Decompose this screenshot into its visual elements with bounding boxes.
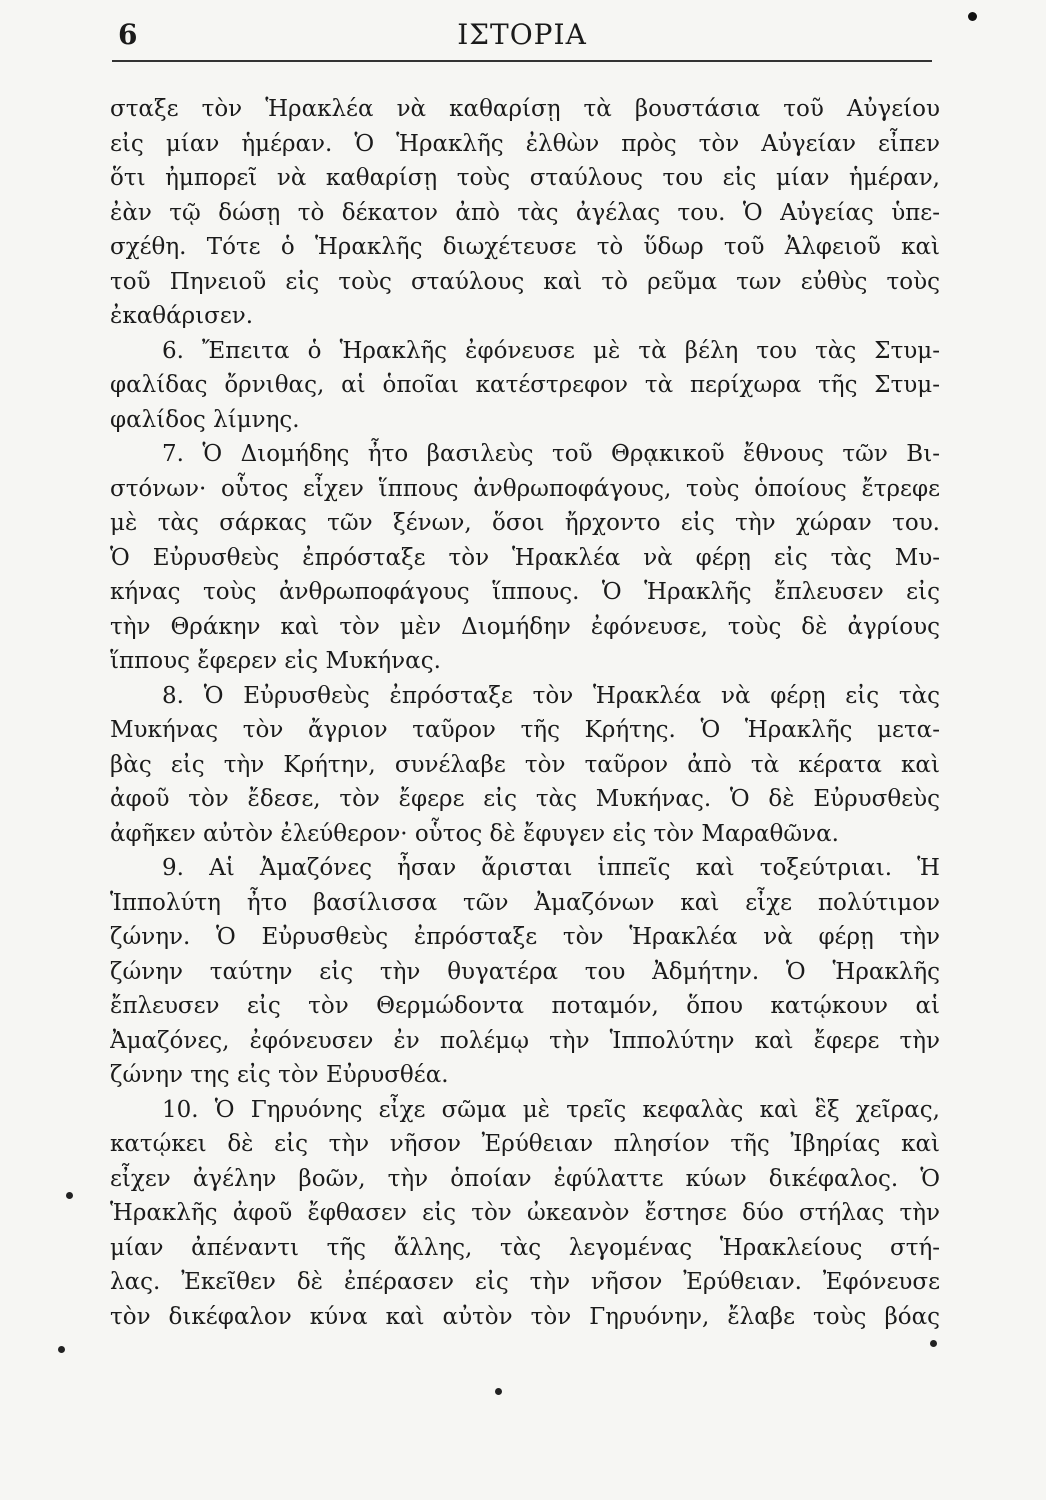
text-line: μίαν ἀπέναντι τῆς ἄλλης, τὰς λεγομένας Ἡρακλείους στή- xyxy=(110,1234,940,1261)
text-line: ἀφοῦ τὸν ἔδεσε, τὸν ἔφερε εἰς τὰς Μυκήνας. Ὁ δὲ Εὐρυσθεὺς xyxy=(110,786,940,812)
running-title: ΙΣΤΟΡΙΑ xyxy=(457,18,587,51)
paragraph-9 xyxy=(110,851,940,1093)
text-line: 9. Αἱ Ἀμαζόνες ἦσαν ἄρισται ἱππεῖς καὶ τοξεύτριαι. Ἡ xyxy=(162,855,940,881)
paragraph-10 xyxy=(110,1093,940,1335)
body-text xyxy=(110,92,940,1334)
text-line: Ὁ Εὐρυσθεὺς ἐπρόσταξε τὸν Ἡρακλέα νὰ φέρῃ εἰς τὰς Μυ- xyxy=(110,544,940,571)
paragraph-6 xyxy=(110,334,940,438)
text-line: σταξε τὸν Ἡρακλέα νὰ καθαρίσῃ τὰ βουστάσια τοῦ Αὐγείου xyxy=(110,96,940,122)
paragraph-7 xyxy=(110,437,940,679)
text-line: 10. Ὁ Γηρυόνης εἶχε σῶμα μὲ τρεῖς κεφαλὰς καὶ ἓξ χεῖρας, xyxy=(162,1096,940,1123)
scan-speck xyxy=(968,12,977,21)
text-line: τὴν Θράκην καὶ τὸν μὲν Διομήδην ἐφόνευσε, τοὺς δὲ ἀγρίους xyxy=(110,613,940,640)
text-line: 7. Ὁ Διομήδης ἦτο βασιλεὺς τοῦ Θρᾳκικοῦ ἔθνους τῶν Βι- xyxy=(162,441,940,467)
text-line: φαλίδας ὄρνιθας, αἱ ὁποῖαι κατέστρεφον τὰ περίχωρα τῆς Στυμ- xyxy=(110,372,940,398)
text-line: ζώνην της εἰς τὸν Εὐρυσθέα. xyxy=(110,1062,449,1088)
text-line: ὅτι ἠμπορεῖ νὰ καθαρίσῃ τοὺς σταύλους του εἰς μίαν ἡμέραν, xyxy=(110,165,940,191)
text-line: σχέθη. Τότε ὁ Ἡρακλῆς διωχέτευσε τὸ ὕδωρ τοῦ Ἀλφειοῦ καὶ xyxy=(110,234,940,260)
text-line: 8. Ὁ Εὐρυσθεὺς ἐπρόσταξε τὸν Ἡρακλέα νὰ φέρῃ εἰς τὰς xyxy=(162,682,940,709)
text-line: Μυκήνας τὸν ἄγριον ταῦρον τῆς Κρήτης. Ὁ Ἡρακλῆς μετα- xyxy=(110,717,940,743)
text-line: ἵππους ἔφερεν εἰς Μυκήνας. xyxy=(110,648,441,674)
text-line: τοῦ Πηνειοῦ εἰς τοὺς σταύλους καὶ τὸ ρεῦμα των εὐθὺς τοὺς xyxy=(110,268,940,295)
text-line: τὸν δικέφαλον κύνα καὶ αὐτὸν τὸν Γηρυόνην, ἔλαβε τοὺς βόας xyxy=(110,1303,940,1330)
text-line: Ἱππολύτη ἦτο βασίλισσα τῶν Ἀμαζόνων καὶ εἶχε πολύτιμον xyxy=(110,889,940,916)
text-line: φαλίδος λίμνης. xyxy=(110,406,300,433)
text-line: ἐὰν τῷ δώσῃ τὸ δέκατον ἀπὸ τὰς ἀγέλας του. Ὁ Αὐγείας ὑπε- xyxy=(110,199,940,226)
text-line: κήνας τοὺς ἀνθρωποφάγους ἵππους. Ὁ Ἡρακλῆς ἔπλευσεν εἰς xyxy=(110,579,940,605)
text-line: εἶχεν ἀγέλην βοῶν, τὴν ὁποίαν ἐφύλαττε κύων δικέφαλος. Ὁ xyxy=(110,1165,940,1192)
binding-hole xyxy=(930,1340,937,1347)
header-rule xyxy=(112,60,932,64)
text-line: ἔπλευσεν εἰς τὸν Θερμώδοντα ποταμόν, ὅπου κατῴκουν αἱ xyxy=(110,993,940,1019)
text-line: Ἡρακλῆς ἀφοῦ ἔφθασεν εἰς τὸν ὠκεανὸν ἔστησε δύο στήλας τὴν xyxy=(110,1200,940,1226)
text-line: λας. Ἐκεῖθεν δὲ ἐπέρασεν εἰς τὴν νῆσον Ἐρύθειαν. Ἐφόνευσε xyxy=(110,1269,940,1295)
text-line: ἐκαθάρισεν. xyxy=(110,303,254,329)
text-line: 6. Ἔπειτα ὁ Ἡρακλῆς ἐφόνευσε μὲ τὰ βέλη του τὰς Στυμ- xyxy=(162,337,940,364)
text-line: ζώνην ταύτην εἰς τὴν θυγατέρα του Ἀδμήτην. Ὁ Ἡρακλῆς xyxy=(110,958,940,985)
text-line: μὲ τὰς σάρκας τῶν ξένων, ὅσοι ἤρχοντο εἰς τὴν χώραν του. xyxy=(110,510,940,536)
text-line: ἀφῆκεν αὐτὸν ἐλεύθερον· οὗτος δὲ ἔφυγεν εἰς τὸν Μαραθῶνα. xyxy=(110,820,839,847)
binding-hole xyxy=(495,1388,502,1395)
paragraph-8 xyxy=(110,679,940,852)
text-line: κατῴκει δὲ εἰς τὴν νῆσον Ἐρύθειαν πλησίον τῆς Ἰβηρίας καὶ xyxy=(110,1131,940,1157)
text-line: ζώνην. Ὁ Εὐρυσθεὺς ἐπρόσταξε τὸν Ἡρακλέα νὰ φέρῃ τὴν xyxy=(110,924,940,950)
text-line: στόνων· οὗτος εἶχεν ἵππους ἀνθρωποφάγους, τοὺς ὁποίους ἔτρεφε xyxy=(110,475,940,502)
binding-hole xyxy=(66,1192,73,1199)
text-line: Ἀμαζόνες, ἐφόνευσεν ἐν πολέμῳ τὴν Ἱππολύτην καὶ ἔφερε τὴν xyxy=(110,1027,940,1054)
page-number: 6 xyxy=(118,18,138,51)
text-line: βὰς εἰς τὴν Κρήτην, συνέλαβε τὸν ταῦρον ἀπὸ τὰ κέρατα καὶ xyxy=(110,751,940,778)
page-header xyxy=(112,14,932,66)
paragraph-5-continuation xyxy=(110,92,940,334)
text-line: εἰς μίαν ἡμέραν. Ὁ Ἡρακλῆς ἐλθὼν πρὸς τὸν Αὐγείαν εἶπεν xyxy=(110,130,940,157)
binding-hole xyxy=(58,1346,65,1353)
